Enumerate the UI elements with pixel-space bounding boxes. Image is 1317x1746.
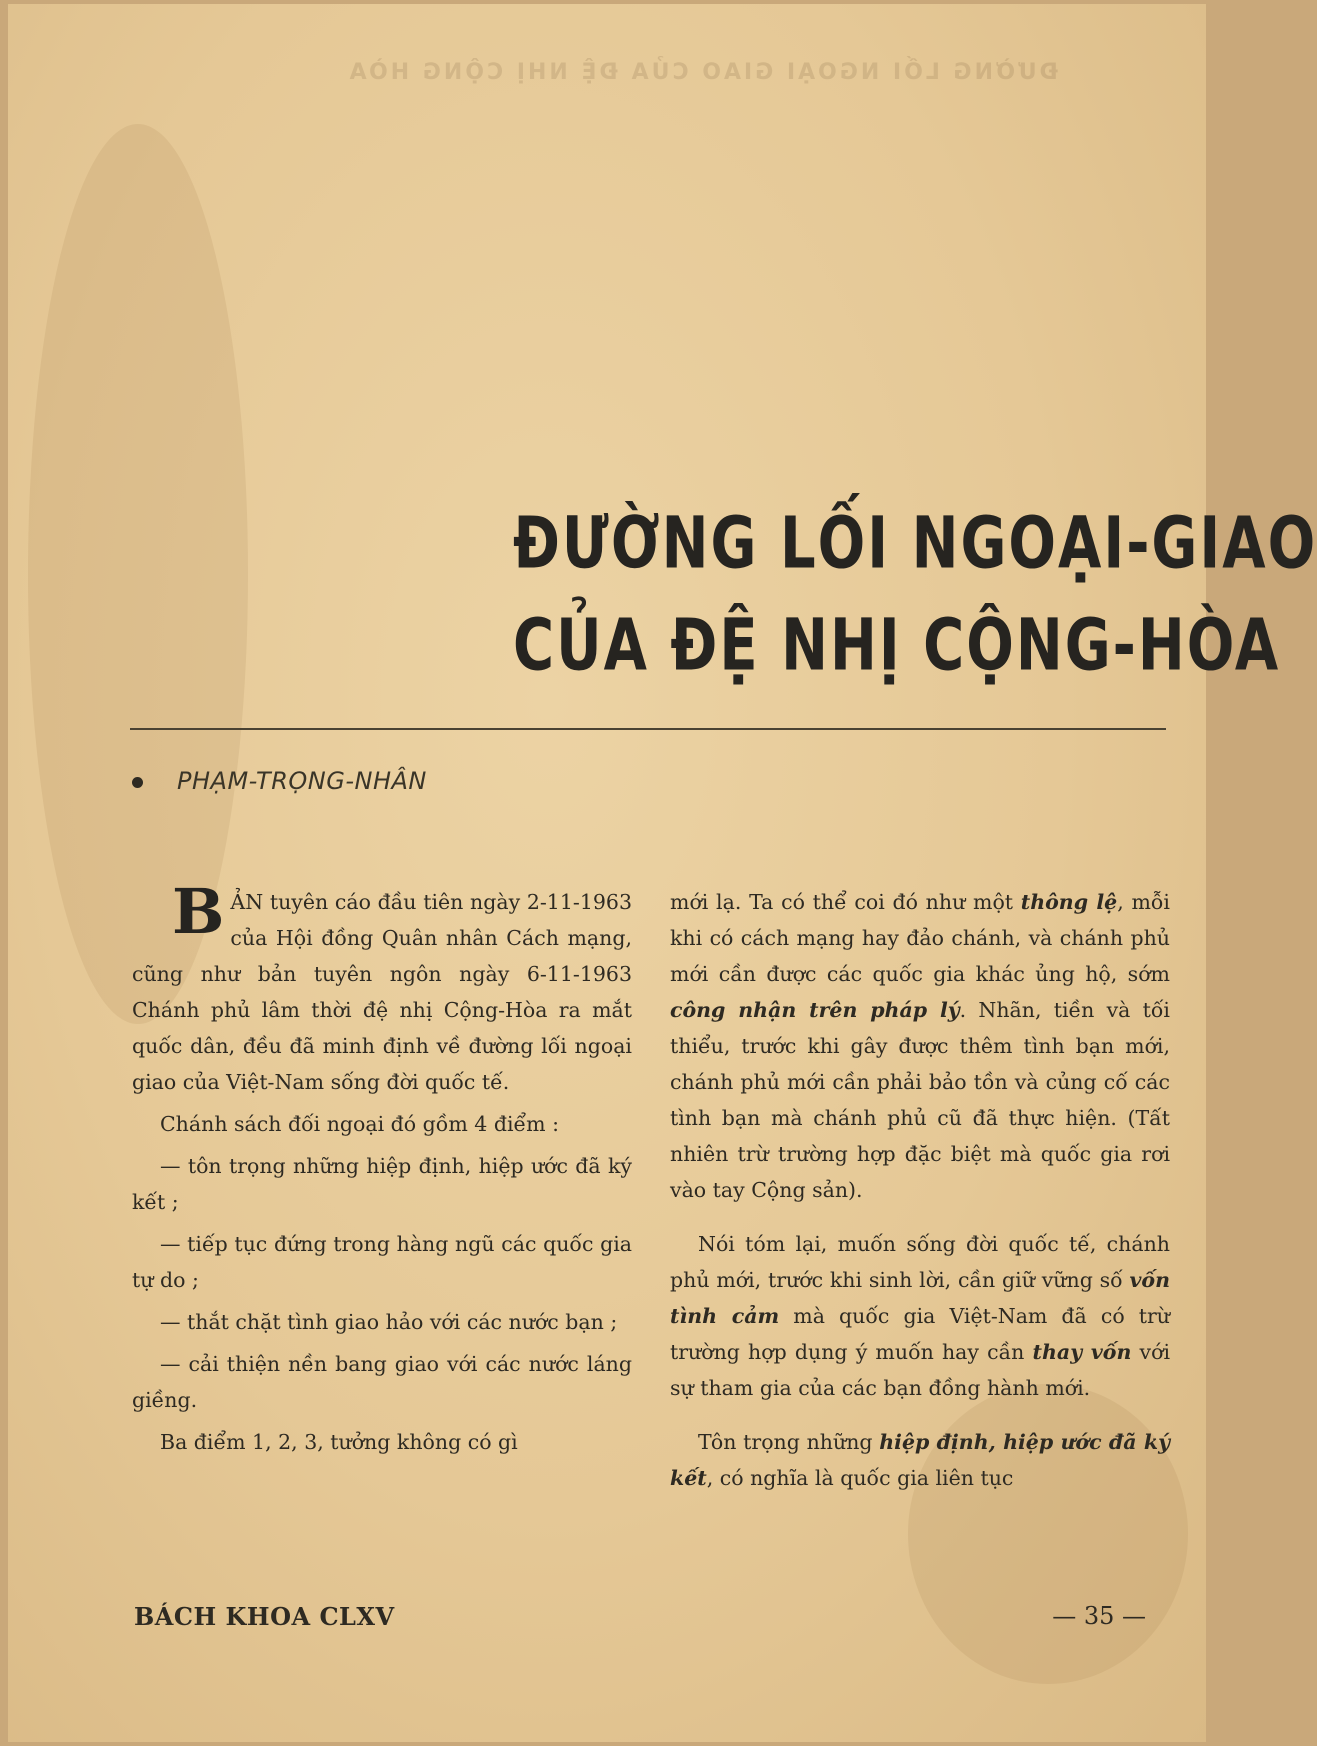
paragraph: BẢN tuyên cáo đầu tiên ngày 2-11-1963 của Hội đồng Quân nhân Cách mạng, cũng như bản tuyên ngôn ngày 6-11-1963 Chánh phủ lâm thời đệ nhị Cộng-Hòa ra mắt quốc dân, đều đã minh định về đường lối ngoại giao của Việt-Nam sống đời quốc tế. — [132, 875, 632, 1094]
bullet-icon — [132, 777, 143, 788]
title-divider — [130, 728, 1166, 730]
author-byline — [132, 767, 427, 795]
list-item: — tiếp tục đứng trong hàng ngũ các quốc gia tự do ; — [132, 1232, 632, 1292]
paragraph: Nói tóm lại, muốn sống đời quốc tế, chánh phủ mới, trước khi sinh lời, cần giữ vững số vốn tình cảm mà quốc gia Việt-Nam đã có trừ trường hợp dụng ý muốn hay cần thay vốn với sự tham gia của các bạn đồng hành mới. — [670, 1232, 1171, 1400]
page-number: — 35 — — [1052, 1602, 1146, 1630]
paragraph: Tôn trọng những hiệp định, hiệp ước đã ký kết, có nghĩa là quốc gia liên tục — [670, 1430, 1170, 1490]
paragraph: Chánh sách đối ngoại đó gồm 4 điểm : — [160, 1112, 559, 1136]
left-column — [132, 875, 632, 1466]
paragraph: Ba điểm 1, 2, 3, tưởng không có gì — [160, 1430, 518, 1454]
magazine-issue: BÁCH KHOA CLXV — [134, 1602, 395, 1631]
list-item: — cải thiện nền bang giao với các nước láng giềng. — [132, 1352, 632, 1412]
show-through-text: ĐƯỜNG LỐI NGOẠI GIAO CỦA ĐỆ NHỊ CỘNG HÒA — [346, 60, 1058, 85]
author-name: PHẠM-TRỌNG-NHÂN — [177, 767, 427, 795]
article-title-line-2: CỦA ĐỆ NHỊ CỘNG-HÒA — [513, 604, 1281, 688]
paragraph: mới lạ. Ta có thể coi đó như một thông lệ, mỗi khi có cách mạng hay đảo chánh, và chánh phủ mới cần được các quốc gia khác ủng hộ, sớm công nhận trên pháp lý. Nhãn, tiền và tối thiểu, trước khi gây được thêm tình bạn mới, chánh phủ mới cần phải bảo tồn và củng cố các tình bạn mà chánh phủ cũ đã thực hiện. (Tất nhiên trừ trường hợp đặc biệt mà quốc gia rơi vào tay Cộng sản). — [670, 890, 1170, 1202]
right-column — [670, 884, 1170, 1514]
list-item: — tôn trọng những hiệp định, hiệp ước đã ký kết ; — [132, 1154, 632, 1214]
drop-cap: B — [172, 875, 225, 948]
article-title-line-1: ĐƯỜNG LỐI NGOẠI-GIAO — [513, 502, 1317, 586]
list-item: — thắt chặt tình giao hảo với các nước bạn ; — [160, 1310, 618, 1334]
magazine-page — [8, 4, 1317, 1742]
